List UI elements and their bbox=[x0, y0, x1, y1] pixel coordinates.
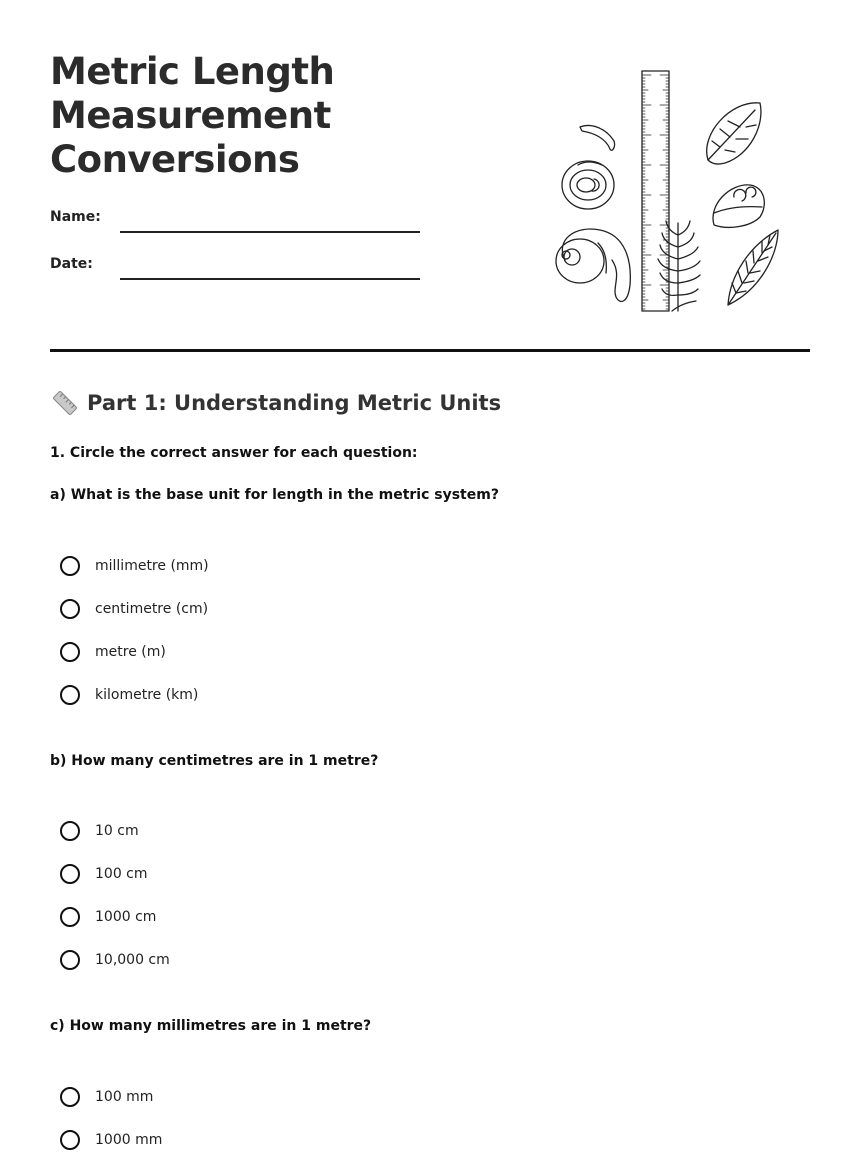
section-heading-part1 bbox=[50, 388, 501, 418]
radio-circle[interactable] bbox=[60, 556, 80, 576]
question-b-option-4[interactable] bbox=[60, 947, 170, 973]
question-a-option-1[interactable] bbox=[60, 553, 209, 579]
radio-circle[interactable] bbox=[60, 642, 80, 662]
question-a-option-3[interactable] bbox=[60, 639, 166, 665]
radio-circle[interactable] bbox=[60, 599, 80, 619]
question-c-option-2[interactable] bbox=[60, 1127, 162, 1153]
radio-circle[interactable] bbox=[60, 1130, 80, 1150]
option-label: 10 cm bbox=[95, 823, 139, 839]
radio-circle[interactable] bbox=[60, 907, 80, 927]
radio-circle[interactable] bbox=[60, 821, 80, 841]
question-b-option-3[interactable] bbox=[60, 904, 156, 930]
header-divider bbox=[50, 349, 810, 352]
name-label: Name: bbox=[50, 209, 101, 225]
option-label: 1000 mm bbox=[95, 1132, 163, 1148]
question-b-option-1[interactable] bbox=[60, 818, 139, 844]
date-label: Date: bbox=[50, 256, 93, 272]
title-line-3: Conversions bbox=[50, 138, 300, 181]
option-label: 100 cm bbox=[95, 866, 148, 882]
worksheet-title bbox=[50, 50, 410, 182]
title-line-1: Metric Length bbox=[50, 50, 335, 93]
ruler-icon bbox=[50, 388, 80, 418]
question-a-option-2[interactable] bbox=[60, 596, 208, 622]
question-c-option-1[interactable] bbox=[60, 1084, 153, 1110]
option-label: centimetre (cm) bbox=[95, 601, 209, 617]
option-label: metre (m) bbox=[95, 644, 166, 660]
date-field[interactable] bbox=[120, 278, 420, 280]
option-label: kilometre (km) bbox=[95, 687, 199, 703]
question-a-option-4[interactable] bbox=[60, 682, 198, 708]
ruler-with-leaves-and-shells-illustration bbox=[550, 65, 785, 320]
section-heading-text: Part 1: Understanding Metric Units bbox=[87, 391, 502, 415]
question-c-prompt: c) How many millimetres are in 1 metre? bbox=[50, 1018, 372, 1034]
option-label: 10,000 cm bbox=[95, 952, 170, 968]
radio-circle[interactable] bbox=[60, 864, 80, 884]
title-line-2: Measurement bbox=[50, 94, 331, 137]
radio-circle[interactable] bbox=[60, 685, 80, 705]
question-b-prompt: b) How many centimetres are in 1 metre? bbox=[50, 753, 379, 769]
name-field[interactable] bbox=[120, 231, 420, 233]
option-label: 100 mm bbox=[95, 1089, 154, 1105]
option-label: 1000 cm bbox=[95, 909, 157, 925]
question-b-option-2[interactable] bbox=[60, 861, 148, 887]
option-label: millimetre (mm) bbox=[95, 558, 209, 574]
instruction-1: 1. Circle the correct answer for each question: bbox=[50, 445, 418, 461]
radio-circle[interactable] bbox=[60, 1087, 80, 1107]
radio-circle[interactable] bbox=[60, 950, 80, 970]
question-a-prompt: a) What is the base unit for length in the metric system? bbox=[50, 487, 499, 503]
